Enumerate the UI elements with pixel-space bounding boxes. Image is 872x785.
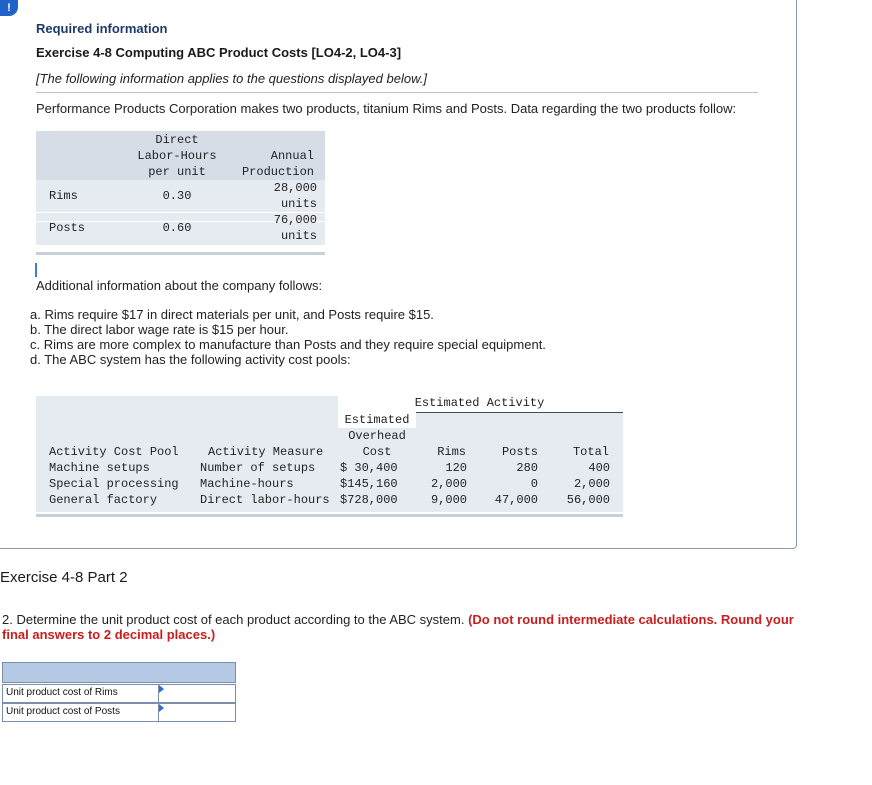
cost-setups: $ 30,400 bbox=[340, 461, 398, 475]
measure-dlh: Direct labor-hours bbox=[200, 493, 330, 507]
rims-dlh-activity: 9,000 bbox=[430, 493, 467, 507]
estimated-activity-header: Estimated Activity bbox=[414, 396, 545, 410]
product-data-table bbox=[36, 131, 325, 255]
rims-production-units: units bbox=[280, 197, 317, 211]
additional-info-intro: Additional information about the company follows: bbox=[36, 278, 323, 293]
measure-setups: Number of setups bbox=[200, 461, 316, 475]
col-header-rims: Rims bbox=[437, 445, 466, 459]
instruction-rounding-note: (Do not round intermediate calculations. Round your final answers to 2 decimal places.) bbox=[2, 612, 794, 642]
posts-dlh: 0.60 bbox=[162, 221, 192, 235]
cost-special-processing: $145,160 bbox=[340, 477, 398, 491]
col-header-production: Production bbox=[241, 165, 314, 179]
answer-row-rims bbox=[2, 684, 236, 703]
cost-general-factory: $728,000 bbox=[340, 493, 398, 507]
posts-setups: 280 bbox=[516, 461, 538, 475]
col-header-pool: Activity Cost Pool bbox=[49, 445, 179, 459]
answer-label-rims: Unit product cost of Rims bbox=[6, 687, 118, 698]
intro-text: Performance Products Corporation makes two products, titanium Rims and Posts. Data regarding the two products follow: bbox=[36, 101, 737, 116]
col-header-dlh: Direct bbox=[155, 133, 199, 147]
divider bbox=[36, 92, 758, 93]
table-bottom-rule bbox=[36, 252, 325, 255]
col-header-dlh: per unit bbox=[148, 165, 206, 179]
measure-machine-hours: Machine-hours bbox=[200, 477, 294, 491]
rims-production: 28,000 bbox=[273, 181, 317, 195]
col-header-posts: Posts bbox=[501, 445, 538, 459]
list-item: c. Rims are more complex to manufacture than Posts and they require special equipment. bbox=[30, 337, 546, 352]
col-header-production: Annual bbox=[270, 149, 314, 163]
activity-cost-pool-table bbox=[36, 394, 623, 522]
part2-instruction bbox=[2, 612, 802, 642]
col-header-measure: Activity Measure bbox=[208, 445, 324, 459]
pool-special-processing: Special processing bbox=[49, 477, 179, 491]
list-item: b. The direct labor wage rate is $15 per hour. bbox=[30, 322, 289, 337]
col-header-cost: Overhead bbox=[348, 429, 406, 443]
input-marker-icon bbox=[159, 685, 164, 693]
total-setups: 400 bbox=[588, 461, 610, 475]
posts-production-units: units bbox=[280, 229, 317, 243]
col-header-cost: Cost bbox=[362, 445, 392, 459]
text-cursor bbox=[35, 263, 37, 277]
posts-production: 76,000 bbox=[273, 213, 317, 227]
col-header-dlh: Labor-Hours bbox=[137, 149, 217, 163]
rims-unit-cost-input[interactable] bbox=[158, 685, 235, 702]
exercise-title: Exercise 4-8 Computing ABC Product Costs [LO4-2, LO4-3] bbox=[36, 45, 402, 60]
rims-machine-hours: 2,000 bbox=[430, 477, 467, 491]
total-dlh-activity: 56,000 bbox=[566, 493, 610, 507]
answer-table-header bbox=[2, 662, 236, 683]
rims-dlh: 0.30 bbox=[162, 189, 192, 203]
col-header-total: Total bbox=[572, 445, 609, 459]
info-note: [The following information applies to the questions displayed below.] bbox=[36, 71, 427, 86]
instruction-text: 2. Determine the unit product cost of each product according to the ABC system. bbox=[2, 612, 465, 627]
part2-title: Exercise 4-8 Part 2 bbox=[0, 569, 128, 586]
alert-icon: ! bbox=[0, 0, 18, 16]
row-label-posts: Posts bbox=[49, 221, 86, 235]
posts-dlh-activity: 47,000 bbox=[494, 493, 538, 507]
total-machine-hours: 2,000 bbox=[573, 477, 610, 491]
row-label-rims: Rims bbox=[49, 189, 78, 203]
list-item: d. The ABC system has the following activity cost pools: bbox=[30, 352, 351, 367]
pool-machine-setups: Machine setups bbox=[49, 461, 150, 475]
posts-unit-cost-input[interactable] bbox=[158, 704, 235, 721]
table-bottom-rule bbox=[36, 514, 623, 517]
posts-machine-hours: 0 bbox=[530, 477, 538, 491]
rims-setups: 120 bbox=[445, 461, 467, 475]
answer-label-posts: Unit product cost of Posts bbox=[6, 706, 120, 717]
list-item: a. Rims require $17 in direct materials per unit, and Posts require $15. bbox=[30, 307, 434, 322]
required-information-heading: Required information bbox=[36, 21, 168, 36]
answer-row-posts bbox=[2, 703, 236, 722]
answer-table bbox=[2, 662, 236, 722]
col-header-cost: Estimated bbox=[338, 412, 416, 428]
pool-general-factory: General factory bbox=[49, 493, 158, 507]
input-marker-icon bbox=[159, 704, 164, 712]
